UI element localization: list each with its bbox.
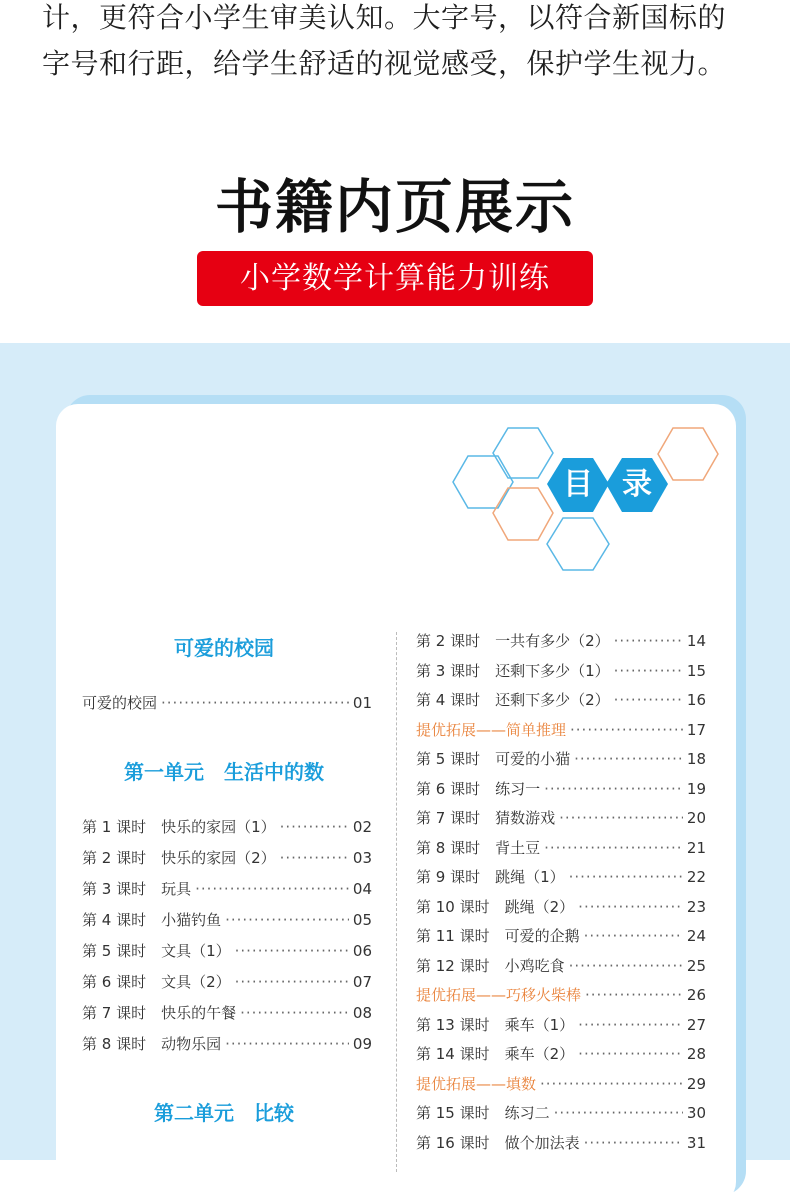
toc-entry-extension[interactable] bbox=[416, 719, 706, 741]
hexagon-outline-orange-2 bbox=[658, 428, 718, 480]
toc-entry[interactable] bbox=[416, 807, 706, 829]
toc-entry-page: 16 bbox=[686, 691, 706, 709]
hexagon-outline-orange-1 bbox=[493, 488, 553, 540]
toc-entry-label: 第 6 课时 练习一 bbox=[416, 780, 541, 798]
toc-entry[interactable] bbox=[416, 1102, 706, 1124]
toc-entry[interactable] bbox=[416, 1014, 706, 1036]
toc-entry-label: 第 8 课时 背土豆 bbox=[416, 839, 541, 857]
toc-entry-label: 第 4 课时 还剩下多少（2） bbox=[416, 691, 610, 709]
toc-entry[interactable] bbox=[416, 896, 706, 918]
toc-entry[interactable]: 第 1 课时 快乐的家园（1） ····· 02 bbox=[82, 816, 372, 838]
toc-hexagon-decoration bbox=[430, 420, 730, 580]
toc-entry[interactable]: 第 5 课时 文具（1） ····· 06 bbox=[82, 940, 372, 962]
toc-entry-label: 第 15 课时 练习二 bbox=[416, 1104, 550, 1122]
toc-entry-page: 21 bbox=[686, 839, 706, 857]
toc-entry-page: 01 bbox=[352, 694, 372, 712]
toc-entry[interactable] bbox=[416, 866, 706, 888]
toc-entry-page: 24 bbox=[686, 927, 706, 945]
toc-entry-label: 第 5 课时 可爱的小猫 bbox=[416, 750, 571, 768]
toc-title-char-1: 目 bbox=[563, 467, 593, 502]
toc-entry-label: 第 14 课时 乘车（2） bbox=[416, 1045, 575, 1063]
toc-entry-label: 提优拓展——巧移火柴棒 bbox=[416, 986, 582, 1004]
hexagon-outline-blue-2 bbox=[493, 428, 553, 478]
toc-entry-extension[interactable] bbox=[416, 984, 706, 1006]
toc-entry-label: 第 11 课时 可爱的企鹅 bbox=[416, 927, 580, 945]
toc-entry[interactable] bbox=[416, 660, 706, 682]
toc-entry-page: 15 bbox=[686, 662, 706, 680]
toc-entry-page: 26 bbox=[686, 986, 706, 1004]
toc-entry[interactable]: 第 4 课时 小猫钓鱼 ····· 05 bbox=[82, 909, 372, 931]
hexagon-outline-blue-3 bbox=[547, 518, 609, 570]
hexagon-outline-blue-1 bbox=[453, 456, 513, 508]
toc-entry-page: 27 bbox=[686, 1016, 706, 1034]
toc-entry[interactable]: 第 8 课时 动物乐园 ····· 09 bbox=[82, 1033, 372, 1055]
toc-unit-heading-2: 第二单元 比较 bbox=[154, 1101, 294, 1125]
toc-entry-page: 23 bbox=[686, 898, 706, 916]
toc-section-heading-campus: 可爱的校园 bbox=[174, 636, 274, 660]
toc-entry[interactable] bbox=[416, 630, 706, 652]
book-title-badge: 小学数学计算能力训练 bbox=[197, 251, 593, 306]
toc-entry-label: 第 9 课时 跳绳（1） bbox=[416, 868, 565, 886]
toc-entry-label: 提优拓展——填数 bbox=[416, 1075, 537, 1093]
toc-entry-page: 19 bbox=[686, 780, 706, 798]
toc-entry-label: 第 2 课时 一共有多少（2） bbox=[416, 632, 610, 650]
toc-entry-label: 第 7 课时 猜数游戏 bbox=[416, 809, 556, 827]
intro-line-1: 计，更符合小学生审美认知。大字号，以符合新国标的 bbox=[42, 1, 727, 34]
toc-column-divider bbox=[396, 632, 397, 1172]
intro-line-2: 字号和行距，给学生舒适的视觉感受，保护学生视力。 bbox=[42, 47, 727, 80]
toc-entry[interactable] bbox=[416, 689, 706, 711]
toc-entry-label: 第 16 课时 做个加法表 bbox=[416, 1134, 580, 1152]
toc-entry-page: 14 bbox=[686, 632, 706, 650]
toc-entry-label: 第 3 课时 还剩下多少（1） bbox=[416, 662, 610, 680]
toc-entry-label: 可爱的校园 bbox=[82, 694, 158, 712]
toc-entry-page: 29 bbox=[686, 1075, 706, 1093]
toc-entry[interactable] bbox=[416, 925, 706, 947]
toc-entry[interactable]: 第 3 课时 玩具 ····· 04 bbox=[82, 878, 372, 900]
toc-entry[interactable] bbox=[416, 778, 706, 800]
toc-entry-page: 18 bbox=[686, 750, 706, 768]
toc-entry-page: 25 bbox=[686, 957, 706, 975]
toc-entry-page: 22 bbox=[686, 868, 706, 886]
toc-entry[interactable] bbox=[82, 692, 372, 714]
toc-title-char-2: 录 bbox=[622, 467, 652, 502]
toc-entry-label: 第 13 课时 乘车（1） bbox=[416, 1016, 575, 1034]
toc-entry-label: 提优拓展——简单推理 bbox=[416, 721, 567, 739]
section-title: 书籍内页展示 bbox=[214, 173, 575, 241]
toc-entry[interactable] bbox=[416, 1043, 706, 1065]
toc-entry-page: 30 bbox=[686, 1104, 706, 1122]
toc-entry[interactable]: 第 7 课时 快乐的午餐 ····· 08 bbox=[82, 1002, 372, 1024]
toc-entry-page: 28 bbox=[686, 1045, 706, 1063]
toc-entry[interactable] bbox=[416, 837, 706, 859]
toc-entry-page: 31 bbox=[686, 1134, 706, 1152]
toc-unit-heading-1: 第一单元 生活中的数 bbox=[124, 760, 324, 784]
toc-entry[interactable] bbox=[416, 955, 706, 977]
toc-entry-page: 20 bbox=[686, 809, 706, 827]
toc-entry[interactable] bbox=[416, 1132, 706, 1154]
toc-entry-label: 第 10 课时 跳绳（2） bbox=[416, 898, 575, 916]
toc-entry[interactable]: 第 2 课时 快乐的家园（2） ····· 03 bbox=[82, 847, 372, 869]
toc-entry-label: 第 12 课时 小鸡吃食 bbox=[416, 957, 565, 975]
toc-entry-extension[interactable] bbox=[416, 1073, 706, 1095]
toc-entry-page: 17 bbox=[686, 721, 706, 739]
toc-entry[interactable]: 第 6 课时 文具（2） ····· 07 bbox=[82, 971, 372, 993]
toc-entry[interactable] bbox=[416, 748, 706, 770]
